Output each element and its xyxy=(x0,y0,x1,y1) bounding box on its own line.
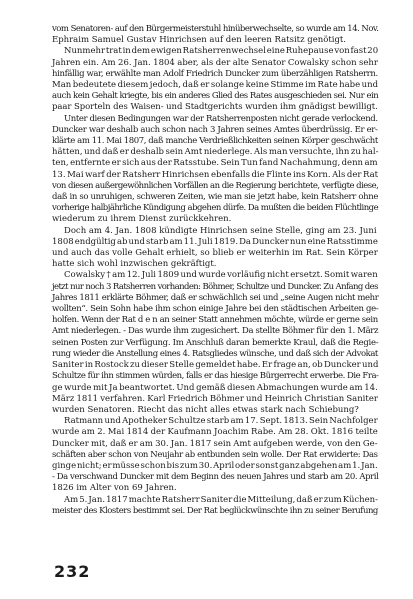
paragraph xyxy=(52,495,378,517)
text-line: 1826 im Alter von 69 Jahren. xyxy=(52,483,177,494)
text-line: Jahren ein. Am 26. Jan. 1804 aber, als der alte Senator Cowalsky schon sehr xyxy=(52,57,378,68)
paragraph xyxy=(52,226,378,271)
paragraph xyxy=(52,114,378,226)
text-line: Jahres 1811 erklärte Böhmer, daß er schwächlich sei und „seine Augen nicht mehr xyxy=(52,292,379,303)
text-line: wiederum zu ihrem Dienst zurückkehren. xyxy=(52,214,232,225)
text-line: Ratmann und Apotheker Schultze starb am 17. Sept. 1813. Sein Nachfolger xyxy=(64,416,378,427)
text-line: seinen Posten zur Verfügung. Im Anschluß daran bemerkte Kraul, daß die Regie- xyxy=(52,337,379,348)
page-body-text xyxy=(52,24,378,517)
text-line: von diesen außergewöhnlichen Vorfällen an die Regierung berichtete, verfügte diese, xyxy=(52,180,379,191)
text-line: - Da verschwand Duncker mit dem Beginn des neuen Jahres und starb am 20. April xyxy=(52,472,379,483)
text-line: Cowalsky † am 12. Juli 1809 und wurde vorläufig nicht ersetzt. Somit waren xyxy=(64,270,378,281)
text-line: Ephraim Samuel Gustav Hinrichsen auf den leeren Ratsitz genötigt. xyxy=(52,35,347,46)
paragraph xyxy=(52,416,378,494)
text-line: klärte am 11. Mai 1807, daß manche Verdrießlichkeiten seinen Körper geschwächt xyxy=(52,136,378,147)
paragraph xyxy=(52,270,378,416)
text-line: holfen. Wenn der Rat d e n an seiner Statt annehmen möchte, würde er gerne sein xyxy=(52,315,378,326)
text-line: hätten, und daß er deshalb sein Amt niederlege. Als man versuchte, ihn zu hal- xyxy=(52,147,379,158)
text-line: Schultze für ihn stimmen würden, falls er das hiesige Bürgerrecht erwerbe. Die Fra- xyxy=(52,371,379,382)
text-line: jetzt nur noch 3 Ratsherren vorhanden: Böhmer, Schultze und Duncker. Zu Anfang des xyxy=(52,281,378,292)
text-line: Nunmehr trat in dem ewigen Ratsherrenwechsel eine Ruhepause von fast 20 xyxy=(64,46,379,57)
text-line: rung wieder die Anstellung eines 4. Ratsgliedes wünsche, und daß sich der Advokat xyxy=(52,348,378,359)
paragraph xyxy=(52,24,378,46)
text-line: Duncker war deshalb auch schon nach 3 Jahren seines Amtes überdrüssig. Er er- xyxy=(52,124,378,135)
text-line: vorherige halbjährliche Kündigung abgehen dürfe. Da mußten die beiden Flüchtlinge xyxy=(52,203,379,214)
text-line: hinfällig war, erwählte man Adolf Friedrich Duncker zum überzähligen Ratsherrn. xyxy=(52,68,378,79)
text-line: Man bedeutete diesem jedoch, daß er solange keine Stimme im Rate habe und xyxy=(52,80,379,91)
text-line: 1808 endgültig ab und starb am 11. Juli 1819. Da Duncker nun eine Ratsstimme xyxy=(52,236,378,247)
text-line: und auch das volle Gehalt erhielt, so blieb er weiterhin im Rat. Sein Körper xyxy=(52,248,378,259)
text-line: wurden Senatoren. Riecht das nicht alles etwas stark nach Schiebung? xyxy=(52,404,359,415)
text-line: Doch am 4. Jan. 1808 kündigte Hinrichsen seine Stelle, ging am 23. Juni xyxy=(64,225,377,236)
text-line: ten, entfernte er sich aus der Ratsstube. Sein Tun fand Nachahmung, denn am xyxy=(52,158,378,169)
text-line: wurde am 2. Mai 1814 der Kaufmann Joachim Rabe. Am 28. Okt. 1816 teilte xyxy=(52,427,378,438)
text-line: meister des Klosters bestimmt sei. Der Rat beglückwünschte ihn zu seiner Berufung xyxy=(52,505,378,516)
text-line: hatte sich wohl inzwischen gekräftigt. xyxy=(52,259,217,270)
text-line: schäften aber schon von Neujahr ab entbunden sein wolle. Der Rat erwiderte: Das xyxy=(52,449,378,460)
text-line: Saniter in Rostock zu dieser Stelle gemeldet habe. Er frage an, ob Duncker und xyxy=(52,360,379,371)
page-number: 232 xyxy=(54,562,91,581)
text-line: Unter diesen Bedingungen war der Ratsherrenposten nicht gerade verlockend. xyxy=(64,113,378,124)
paragraph xyxy=(52,46,378,113)
text-line: auch kein Gehalt kriegte, bis ein anderes Glied des Rates ausgeschieden sei. Nur ein xyxy=(52,91,379,102)
text-line: daß in so unruhigen, schweren Zeiten, wie man sie jetzt habe, kein Ratsherr ohne xyxy=(52,192,379,203)
text-line: 13. Mai warf der Ratsherr Hinrichsen ebenfalls die Flinte ins Korn. Als der Rat xyxy=(52,169,379,180)
text-line: ginge nicht; er müsse schon bis zum 30. April oder sonst ganz abgehen am 1. Jan. xyxy=(52,460,378,471)
text-line: paar Sporteln des Waisen- und Stadtgerichts wurden ihm gnädigst bewilligt. xyxy=(52,102,378,113)
text-line: vom Senatoren- auf den Bürgermeisterstuhl hinüberwechselte, so wurde am 14. Nov. xyxy=(52,24,379,34)
text-line: März 1811 verfahren. Karl Friedrich Böhmer und Heinrich Christian Saniter xyxy=(52,393,378,404)
text-line: Amt niederlegen. - Das wurde ihm zugesichert. Da stellte Böhmer für den 1. März xyxy=(52,326,379,337)
text-line: Am 5. Jan. 1817 machte Ratsherr Saniter die Mitteilung, daß er zum Küchen- xyxy=(64,494,379,505)
text-line: Duncker mit, daß er am 30. Jan. 1817 sein Amt aufgeben werde, von den Ge- xyxy=(52,438,378,449)
text-line: ge wurde mit Ja beantwortet. Und gemäß diesen Abmachungen wurde am 14. xyxy=(52,382,378,393)
text-line: wollten“. Sein Sohn habe ihm schon einige Jahre bei den städtischen Arbeiten ge- xyxy=(52,304,379,315)
